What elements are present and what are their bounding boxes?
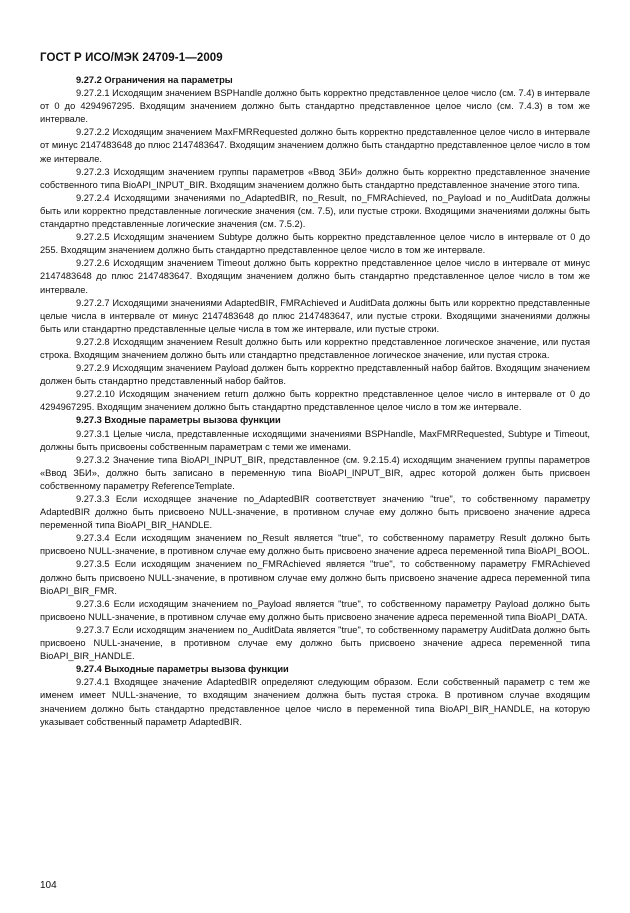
paragraph: 9.27.2.3 Исходящим значением группы параметров «Ввод ЗБИ» должно быть корректно представленное значение собственного типа BioAPI_INPUT_BIR. Входящим значением должно быть стандартно представленное значение этого типа. [40,166,590,190]
paragraph: 9.27.3.5 Если исходящим значением no_FMRAchieved является "true", то собственному параметру FMRAchieved должно быть присвоено NULL-значение, в противном случае ему должно быть присвоено значение адреса переменной типа BioAPI_BIR_FMR. [40,559,590,596]
paragraph: 9.27.2.5 Исходящим значением Subtype должно быть корректно представленное целое число в интервале от 0 до 255. Входящим значением должно быть стандартно представленное целое число в том же интервале. [40,232,590,256]
paragraph: 9.27.4.1 Входящее значение AdaptedBIR определяют следующим образом. Если собственный параметр с тем же именем имеет NULL-значение, то входящим значением должна быть пустая строка. В противном случае входящим значением должно быть стандартно представленное целое число в переменной типа BioAPI_BIR_HANDLE, на которую указывает собственный параметр AdaptedBIR. [40,677,590,727]
paragraph: 9.27.2.7 Исходящими значениями AdaptedBIR, FMRAchieved и AuditData должны быть или корректно представленные целые числа в интервале от минус 2147483648 до плюс 2147483647, или пустые строки. Входящими значениями должны быть или стандартно представленные целые числа в том же интервале, или пустые строки. [40,297,590,334]
paragraph: 9.27.3.1 Целые числа, представленные исходящими значениями BSPHandle, MaxFMRRequested, Subtype и Timeout, должны быть присвоены собственным параметрам с теми же именами. [40,428,590,452]
document-header: ГОСТ Р ИСО/МЭК 24709-1—2009 [40,52,223,64]
paragraph: 9.27.3.3 Если исходящее значение no_AdaptedBIR соответствует значению "true", то собственному параметру AdaptedBIR должно быть присвоено NULL-значение, в противном случае ему должно быть присвоено значение адреса переменной типа BioAPI_BIR_HANDLE. [40,494,590,531]
paragraph: 9.27.3.6 Если исходящим значением no_Payload является "true", то собственному параметру Payload должно быть присвоено NULL-значение, в противном случае ему должно быть присвоено значение адреса переменной типа BioAPI_DATA. [40,598,590,622]
paragraph: 9.27.2.2 Исходящим значением MaxFMRRequested должно быть корректно представленное целое число в интервале от минус 2147483648 до плюс 2147483647. Входящим значением должно быть стандартно представленное целое число в том же интервале. [40,127,590,164]
section-heading: 9.27.3 Входные параметры вызова функции [76,415,281,426]
paragraph: 9.27.3.2 Значение типа BioAPI_INPUT_BIR, представленное (см. 9.2.15.4) исходящим значением группы параметров «Ввод ЗБИ», должно быть записано в переменную типа BioAPI_INPUT_BIR, адрес которой должен быть присвоен собственному параметру ReferenceTemplate. [40,454,590,491]
document-body [40,74,590,729]
paragraph: 9.27.2.1 Исходящим значением BSPHandle должно быть корректно представленное целое число (см. 7.4) в интервале от 0 до 4294967295. Входящим значением должно быть стандартно представленное целое число (см. 7.4.3) в том же интервале. [40,88,591,125]
paragraph: 9.27.3.7 Если исходящим значением no_AuditData является "true", то собственному параметру AuditData должно быть присвоено NULL-значение, в противном случае ему должно быть присвоено значение адреса переменной типа BioAPI_BIR_HANDLE. [40,624,590,662]
paragraph: 9.27.2.10 Исходящим значением return должно быть корректно представленное целое число в интервале от 0 до 4294967295. Входящим значением должно быть стандартно представленное целое число в том же интервале. [40,389,590,413]
page-number: 104 [40,880,57,891]
paragraph: 9.27.2.9 Исходящим значением Payload должен быть корректно представленный набор байтов. Входящим значением должен быть стандартно представленный набор байтов. [40,363,590,387]
section-heading: 9.27.4 Выходные параметры вызова функции [76,664,289,675]
paragraph: 9.27.2.4 Исходящими значениями no_AdaptedBIR, no_Result, no_FMRAchieved, no_Payload и no_AuditData должны быть или корректно представленные логические значения (см. 7.5), или пустые строки. Входящими значениями должны быть стандартно представленные логические значения (см. 7.5.2). [40,192,590,230]
paragraph: 9.27.2.6 Исходящим значением Timeout должно быть корректно представленное целое число в интервале от минус 2147483648 до плюс 2147483647. Входящим значением должно быть стандартно представленное целое число в том же интервале. [40,258,590,295]
paragraph: 9.27.3.4 Если исходящим значением no_Result является "true", то собственному параметру Result должно быть присвоено NULL-значение, в противном случае ему должно быть присвоено значение адреса переменной типа BioAPI_BOOL. [40,533,590,557]
paragraph: 9.27.2.8 Исходящим значением Result должно быть или корректно представленное логическое значение, или пустая строка. Входящим значением должно быть или стандартно представленное логическое значение, или пустая строка. [40,336,590,360]
section-heading: 9.27.2 Ограничения на параметры [76,75,233,85]
